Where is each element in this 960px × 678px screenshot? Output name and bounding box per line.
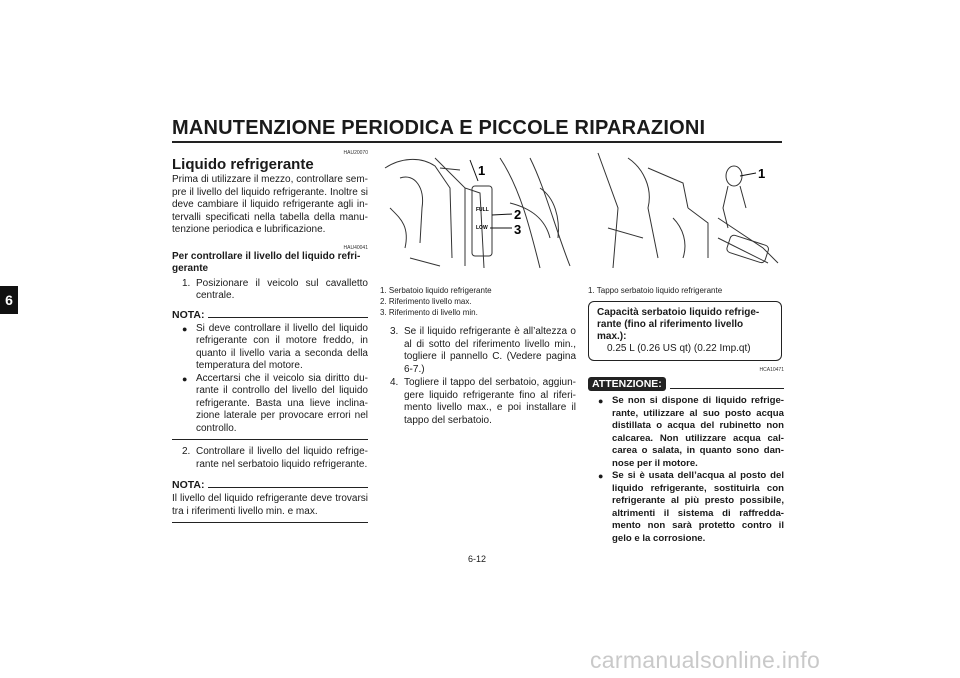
subsection-heading: Per controllare il livello del liquido refri- gerante — [172, 250, 361, 274]
nota-rule — [208, 317, 368, 318]
column-2 — [380, 148, 576, 427]
callout-2: 2 — [514, 207, 522, 222]
attention-rule — [670, 388, 784, 389]
list-item: ● Se non si dispone di liquido refrige- rante, utilizzare al suo posto acqua distillata o acqua del rubinetto non calcarea. Non utilizzare acqua cal- carea o salata, in quanto sono dan- nose per il motore. — [598, 395, 784, 470]
nota-label: NOTA: — [172, 308, 205, 321]
callout-3: 3 — [514, 222, 522, 237]
low-mark-label: LOW — [476, 225, 488, 231]
ref-code: HCA10471 — [759, 367, 784, 373]
ref-code: HAU40041 — [343, 244, 368, 251]
reservoir-cap-figure — [588, 148, 784, 276]
step-number: 2. — [182, 446, 191, 457]
nota-end-rule — [172, 522, 368, 523]
title-rule — [172, 141, 782, 143]
ref-code: HAU20070 — [343, 150, 368, 156]
nota-rule — [208, 487, 368, 488]
step-number: 1. — [182, 277, 191, 289]
step-number: 4. — [390, 377, 399, 388]
step-text: Controllare il livello del liquido refrige- rante nel serbatoio liquido refrigerante. — [196, 446, 368, 470]
caption: 2. Riferimento livello max. — [380, 297, 472, 306]
step-4 — [380, 377, 576, 427]
capacity-value: 0.25 L (0.26 US qt) (0.22 Imp.qt) — [607, 343, 751, 354]
callout-1: 1 — [758, 166, 766, 181]
list-item: ● Accertarsi che il veicolo sia diritto du- rante il controllo del livello del liquido refrigerante. Basta una lieve inclina- zione laterale per provocare errori nel controllo. — [182, 373, 368, 436]
step-3 — [380, 326, 576, 376]
capacity-box — [588, 301, 782, 361]
watermark: carmanualsonline.info — [590, 647, 821, 673]
step-text: Se il liquido refrigerante è all’altezza o al di sotto del riferimento livello min., togliere il pannello C. (Vedere pagina 6-7.) — [404, 326, 576, 375]
caption: 3. Riferimento di livello min. — [380, 308, 478, 317]
callout-1: 1 — [478, 163, 486, 178]
nota-header — [172, 309, 368, 321]
attention-bullets — [588, 395, 784, 545]
step-text: Togliere il tappo del serbatoio, aggiun- gere liquido refrigerante fino al riferi- mento livello max., e poi installare il tappo del serbatoio. — [404, 377, 576, 426]
coolant-reservoir-figure — [380, 148, 576, 276]
nota-header — [172, 479, 368, 491]
step-text: Posizionare il veicolo sul cavalletto centrale. — [196, 277, 368, 301]
nota-text: Il livello del liquido refrigerante deve trovarsi tra i riferimenti livello min. e max. — [172, 493, 368, 517]
list-item: ● Si deve controllare il livello del liquido refrigerante con il motore freddo, in quanto il livello varia a seconda della temperatura del motore. — [182, 323, 368, 373]
column-3 — [588, 148, 784, 545]
attention-label: ATTENZIONE: — [588, 377, 666, 391]
section-heading: Liquido refrigerante — [172, 156, 314, 173]
nota-end-rule — [172, 439, 368, 440]
full-mark-label: FULL — [476, 207, 489, 213]
attention-header — [588, 377, 784, 391]
capacity-title: Capacità serbatoio liquido refrige- rante (fino al riferimento livello max.): — [597, 307, 760, 342]
step-1 — [172, 278, 368, 303]
step-number: 3. — [390, 326, 399, 337]
caption: 1. Serbatoio liquido refrigerante — [380, 286, 492, 295]
page-number: 6-12 — [468, 554, 487, 564]
nota-bullets — [172, 323, 368, 436]
column-1 — [172, 150, 368, 523]
step-2 — [172, 446, 368, 471]
list-item: ● Se si è usata dell’acqua al posto del liquido refrigerante, sostituirla con refrigerante al più presto possibile, altrimenti il sistema di raffredda- mento non sarà protetto contro il gelo e la corrosione. — [598, 470, 784, 545]
figure-captions — [380, 285, 576, 318]
intro-paragraph: Prima di utilizzare il mezzo, controllare sem- pre il livello del liquido refrigerante. Inoltre si deve cambiare il liquido refrigerante agli in- tervalli specificati nella tabella della manu- tenzione periodica e lubrificazione. — [172, 174, 368, 235]
page-title: MANUTENZIONE PERIODICA E PICCOLE RIPARAZIONI — [172, 117, 706, 139]
caption: 1. Tappo serbatoio liquido refrigerante — [588, 286, 723, 295]
nota-label: NOTA: — [172, 479, 205, 491]
chapter-tab: 6 — [0, 286, 18, 314]
